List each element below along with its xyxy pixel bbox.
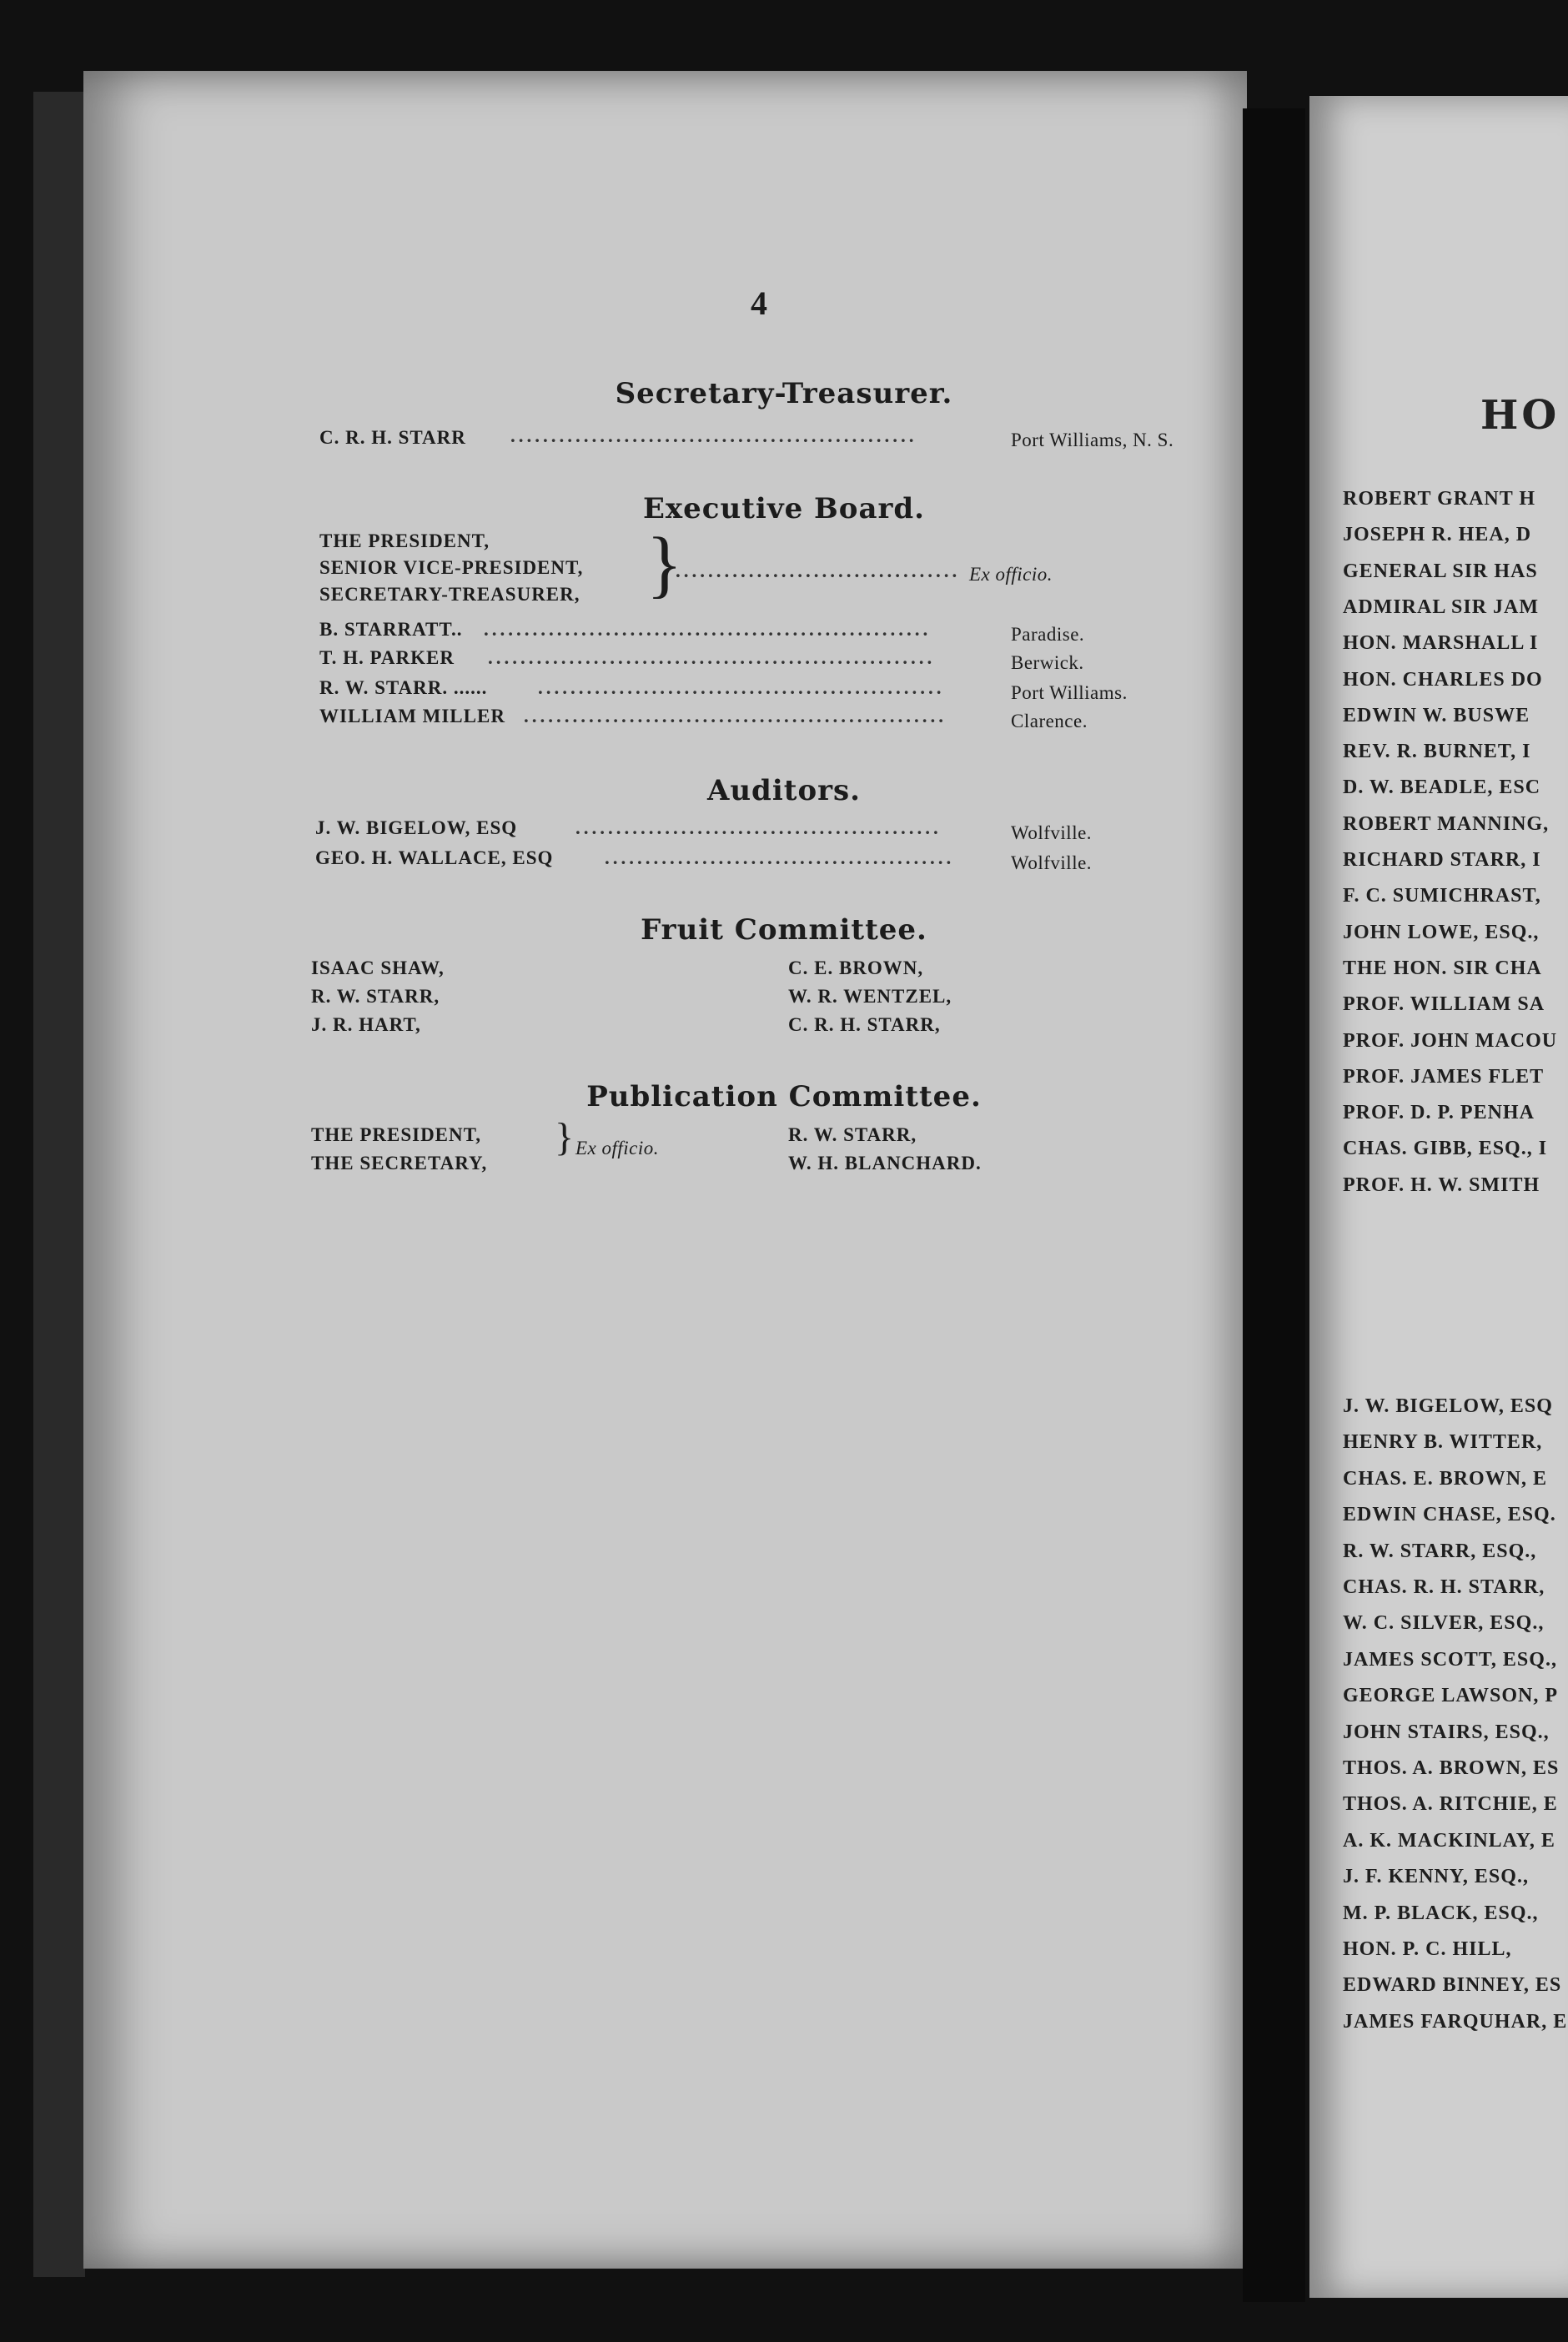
member-name-fragment: RICHARD STARR, I bbox=[1343, 849, 1541, 871]
member-name-fragment: JOHN LOWE, ESQ., bbox=[1343, 921, 1540, 943]
exec-member-place: Paradise. bbox=[1011, 624, 1085, 645]
member-name-fragment: EDWIN W. BUSWE bbox=[1343, 704, 1530, 726]
member-name-fragment: PROF. WILLIAM SA bbox=[1343, 993, 1545, 1016]
member-name-fragment: J. W. BIGELOW, ESQ bbox=[1343, 1395, 1553, 1417]
brace: } bbox=[646, 523, 683, 606]
fruit-committee-member: C. E. BROWN, bbox=[788, 957, 924, 978]
fruit-committee-member: R. W. STARR, bbox=[311, 986, 440, 1007]
page-number: 4 bbox=[751, 284, 767, 322]
member-name-fragment: JOHN STAIRS, ESQ., bbox=[1343, 1721, 1550, 1743]
heading-publication-committee: Publication Committee. bbox=[586, 1080, 982, 1113]
exec-ex-officio-label: Ex officio. bbox=[969, 564, 1053, 585]
member-name-fragment: PROF. JOHN MACOU bbox=[1343, 1029, 1558, 1052]
exec-ex-officio-3: SECRETARY-TREASURER, bbox=[319, 584, 580, 605]
fruit-committee-member: ISAAC SHAW, bbox=[311, 957, 445, 978]
member-name-fragment: ADMIRAL SIR JAM bbox=[1343, 596, 1540, 618]
member-name-fragment: PROF. D. P. PENHA bbox=[1343, 1102, 1535, 1124]
leader-dots: .................................................. bbox=[538, 677, 945, 698]
exec-member-name: B. STARRATT.. bbox=[319, 619, 463, 640]
exec-member-name: R. W. STARR. ...... bbox=[319, 677, 488, 698]
member-name-fragment: ROBERT GRANT H bbox=[1343, 488, 1535, 510]
right-page-text-clip bbox=[1309, 0, 1568, 2342]
member-name-fragment: GEORGE LAWSON, P bbox=[1343, 1685, 1559, 1707]
member-name-fragment: HON. MARSHALL I bbox=[1343, 632, 1539, 655]
publication-ex-officio-label: Ex officio. bbox=[575, 1138, 660, 1158]
leader-dots: ....................................................... bbox=[488, 647, 936, 668]
heading-fruit-committee: Fruit Committee. bbox=[641, 913, 927, 947]
member-name-fragment: HON. P. C. HILL, bbox=[1343, 1938, 1512, 1960]
auditor-place: Wolfville. bbox=[1011, 822, 1093, 843]
member-name-fragment: PROF. JAMES FLET bbox=[1343, 1065, 1545, 1088]
auditor-place: Wolfville. bbox=[1011, 852, 1093, 873]
member-name-fragment: F. C. SUMICHRAST, bbox=[1343, 885, 1541, 907]
heading-secretary-treasurer: Secretary-Treasurer. bbox=[615, 377, 953, 410]
leader-dots: .................................................... bbox=[524, 706, 947, 726]
member-name-fragment: THOS. A. RITCHIE, E bbox=[1343, 1793, 1558, 1816]
heading-executive-board: Executive Board. bbox=[642, 492, 926, 525]
member-name-fragment: PROF. H. W. SMITH bbox=[1343, 1174, 1540, 1196]
exec-member-place: Berwick. bbox=[1011, 652, 1084, 673]
secretary-treasurer-name: C. R. H. STARR bbox=[319, 427, 466, 448]
auditor-name: GEO. H. WALLACE, ESQ bbox=[315, 847, 554, 868]
member-name-fragment: JAMES FARQUHAR, E bbox=[1343, 2010, 1568, 2033]
member-name-fragment: THE HON. SIR CHA bbox=[1343, 957, 1542, 979]
fruit-committee-member: J. R. HART, bbox=[311, 1014, 421, 1035]
brace: } bbox=[555, 1115, 575, 1159]
member-name-fragment: REV. R. BURNET, I bbox=[1343, 741, 1531, 763]
member-name-fragment: HENRY B. WITTER, bbox=[1343, 1431, 1543, 1454]
member-name-fragment: JOSEPH R. HEA, D bbox=[1343, 524, 1532, 546]
member-name-fragment: D. W. BEADLE, ESC bbox=[1343, 776, 1541, 799]
publication-committee-member: THE SECRETARY, bbox=[311, 1153, 488, 1174]
exec-member-place: Clarence. bbox=[1011, 711, 1088, 731]
member-name-fragment: GENERAL SIR HAS bbox=[1343, 560, 1538, 582]
member-name-fragment: W. C. SILVER, ESQ., bbox=[1343, 1612, 1545, 1635]
book-gutter bbox=[1243, 108, 1305, 2302]
exec-ex-officio-1: THE PRESIDENT, bbox=[319, 530, 490, 551]
member-name-fragment: ROBERT MANNING, bbox=[1343, 812, 1550, 835]
member-name-fragment: EDWARD BINNEY, ES bbox=[1343, 1974, 1562, 1997]
member-name-fragment: CHAS. GIBB, ESQ., I bbox=[1343, 1138, 1548, 1160]
leader-dots: .................................................. bbox=[510, 425, 917, 446]
publication-committee-member: W. H. BLANCHARD. bbox=[788, 1153, 982, 1174]
heading-auditors: Auditors. bbox=[706, 774, 862, 807]
member-name-fragment: HON. CHARLES DO bbox=[1343, 668, 1543, 691]
member-name-fragment: CHAS. E. BROWN, E bbox=[1343, 1467, 1548, 1490]
auditor-name: J. W. BIGELOW, ESQ bbox=[315, 817, 518, 838]
publication-committee-member: R. W. STARR, bbox=[788, 1124, 917, 1145]
leader-dots: ................................... bbox=[676, 560, 961, 581]
member-name-fragment: R. W. STARR, ESQ., bbox=[1343, 1540, 1537, 1562]
exec-member-name: T. H. PARKER bbox=[319, 647, 455, 668]
secretary-treasurer-place: Port Williams, N. S. bbox=[1011, 430, 1174, 450]
member-name-fragment: J. F. KENNY, ESQ., bbox=[1343, 1866, 1529, 1888]
leader-dots: ............................................. bbox=[575, 817, 942, 838]
member-name-fragment: JAMES SCOTT, ESQ., bbox=[1343, 1648, 1557, 1671]
member-name-fragment: M. P. BLACK, ESQ., bbox=[1343, 1902, 1539, 1924]
publication-committee-member: THE PRESIDENT, bbox=[311, 1124, 482, 1145]
exec-ex-officio-2: SENIOR VICE-PRESIDENT, bbox=[319, 557, 584, 578]
member-name-fragment: EDWIN CHASE, ESQ. bbox=[1343, 1504, 1556, 1526]
leader-dots: ........................................... bbox=[605, 847, 955, 868]
exec-member-place: Port Williams. bbox=[1011, 682, 1128, 703]
right-page-heading: HO bbox=[1480, 392, 1560, 439]
leader-dots: ....................................................... bbox=[484, 619, 932, 640]
fruit-committee-member: C. R. H. STARR, bbox=[788, 1014, 941, 1035]
member-name-fragment: CHAS. R. H. STARR, bbox=[1343, 1576, 1545, 1598]
member-name-fragment: THOS. A. BROWN, ES bbox=[1343, 1757, 1560, 1779]
member-name-fragment: A. K. MACKINLAY, E bbox=[1343, 1829, 1555, 1852]
book-edge-left bbox=[33, 92, 85, 2277]
fruit-committee-member: W. R. WENTZEL, bbox=[788, 986, 952, 1007]
exec-member-name: WILLIAM MILLER bbox=[319, 706, 505, 726]
